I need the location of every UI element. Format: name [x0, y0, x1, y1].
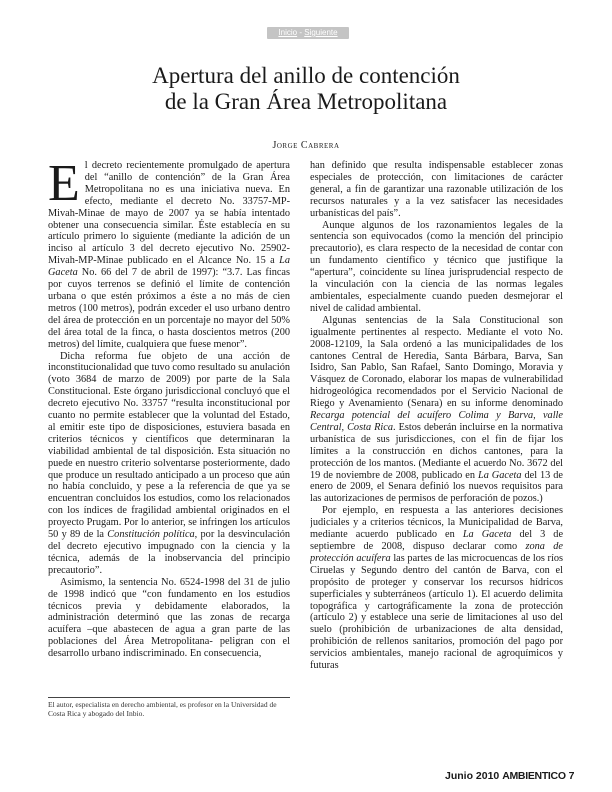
paragraph: [310, 505, 563, 672]
paragraph-continued: han definido que resulta indispensable establecer zonas especiales de protección, con limitaciones de carácter general, a fin de garantizar una razonable utilización de los recursos naturales y a la vez satisfacer las necesidades urbanísticas del país”.: [310, 160, 563, 219]
title-line-2: de la Gran Área Metropolitana: [164, 89, 448, 114]
italic-text: La Gaceta: [48, 255, 290, 279]
magazine-name: AMBIENTICO: [502, 770, 566, 782]
text-run: del 3 de septiembre de 2008, dispuso declarar como: [310, 529, 563, 552]
text-run: Algunas sentencias de la Sala Constitucional son igualmente pertinentes al respecto. Mediante el voto No. 2008-12109, la Sala ordenó a las municipalidades de los cantones Central de Heredia, Santa Bárbara, Barva, San Isidro, San Pablo, San Rafael, Santo Domingo, Moravia y Vásquez de Coronado, elaborar los mapas de vulnerabilidad hidrogeológica recomendados por el Servicio Nacional de Riego y Avenamiento (Senara) en su informe denominado: [310, 314, 563, 410]
italic-text: La Gaceta: [462, 529, 512, 541]
text-run: Por ejemplo, en respuesta a las anteriores decisiones judiciales y a criterios técnicos, la Municipalidad de Barva, mediante acuerdo publicado en: [310, 505, 563, 541]
title-line-1: Apertura del anillo de contención: [152, 63, 460, 88]
left-column: [48, 160, 290, 663]
article-title: [0, 63, 612, 115]
text-run: Dicha reforma fue objeto de una acción de inconstitucionalidad que tuvo como resultado su anulación (voto 3684 de marzo de 2009) por parte de la Sala Constitucional. Este órgano jurisdiccional concluyó que el decreto ejecutivo No. 33757 “resulta inconstitucional por cuanto no permite establecer que la voluntad del Estado, al emitir este tipo de disposiciones, estuviera basada en criterios técnicos y científicos que determinaran la viabilidad ambiental de tal disposición. Esta situación no puede en nuestro criterio solventarse posteriormente, dado que produce un resultado anticipado a un proceso que aún no había concluido, y pese a la referencia de que ya se encuentran concluidos los estudios, como los relacionados con los índices de fragilidad ambiental originados en el proyecto Prugam. Por lo anterior, se infringen los artículos 50 y 89 de la: [48, 350, 290, 541]
text-run: . Estos deberán incluirse en la normativa urbanística de sus jurisdicciones, con el fin de fijar los límites a la construcción en dichos cantones, para la protección de los mantos. (Mediante el acuerdo No. 3672 del 19 de noviembre de 2008, publicado en: [310, 421, 563, 481]
paragraph: Asimismo, la sentencia No. 6524-1998 del 31 de julio de 1998 indicó que “con fundamento en los estudios técnicos previa y debidamente elaborados, la administración determinó que las zonas de recarga acuífera –que abastecen de agua a gran parte de las poblaciones del Área Metropolitana- peligran con el desarrollo urbano indiscriminado. En consecuencia,: [48, 576, 290, 660]
text-run: , por la desvinculación del decreto ejecutivo impugnado con la ciencia y la técnica, además de la inobservancia del principio precautorio”.: [48, 529, 290, 576]
issue-date: Junio 2010: [445, 770, 500, 782]
page-number: 7: [568, 770, 575, 782]
text-run: las partes de las microcuencas de los ríos Ciruelas y Segundo dentro del cantón de Barva, con el propósito de proteger y conservar los recursos hídricos superficiales y subterráneos (artículo 1). El acuerdo delimita topográfica y cartográficamente la zona de protección (artículo 2) y establece una serie de limitaciones al uso del suelo (prohibición de urbanizaciones de alta densidad, prohibición de rellenos sanitarios, promoción del pago por servicios ambientales, manejo racional de agroquímicos y futuras: [310, 552, 563, 672]
italic-text: Recarga potencial del acuífero Colima y Barva, valle Central, Costa Rica: [310, 410, 563, 433]
italic-text: Constitución política: [107, 529, 195, 541]
paragraph: [310, 315, 563, 506]
italic-text: La Gaceta: [477, 469, 522, 481]
italic-text: zona de protección acuífera: [310, 541, 563, 564]
page-footer: [445, 770, 575, 782]
next-link[interactable]: Siguiente: [304, 28, 338, 37]
paragraph: Aunque algunos de los razonamientos legales de la sentencia son equivocados (como la mención del principio precautorio), es clara respecto de la necesidad de contar con un fundamento científico y técnico que justifique la “apertura”, coincidente su línea jurisprudencial respecto de la vinculación con la ciencia de las normas legales ambientales, especialmente cuando pueden desmejorar el nivel de calidad ambiental.: [310, 219, 563, 314]
footnote-divider: [48, 697, 290, 698]
author-footnote: El autor, especialista en derecho ambiental, es profesor en la Universidad de Costa Rica y abogado del Inbio.: [48, 700, 277, 718]
paragraph-intro: [48, 160, 290, 351]
author-name: Jorge Cabrera: [272, 140, 340, 151]
drop-cap: E: [48, 160, 80, 212]
text-run: No. 66 del 7 de abril de 1997): “3.7. Las fincas por cuyos terrenos se definió el límite de contención urbana o que estén próximos a éste a no más de cien metros (100 metros), podrán exceder el uso urbano dentro del área de protección en un porcentaje no mayor del 50% del área total de la finca, o hasta doscientos metros (200 metros) del límite, cualquiera que fuese menor”.: [48, 267, 290, 350]
nav-separator: -: [297, 28, 305, 37]
paragraph: [48, 351, 290, 577]
home-link[interactable]: Inicio: [278, 28, 298, 37]
top-navigation: [267, 27, 349, 39]
text-run: l decreto recientemente promulgado de apertura del “anillo de contención” de la Gran Área Metropolitana no es una iniciativa nueva. En efecto, mediante el decreto No. 33757-MP-Mivah-Minae de mayo de 2007 ya se había intentado obtener una consecuencia similar. Éste establecía en su artículo primero lo siguiente (mediante la adición de un inciso al artículo 3 del decreto ejecutivo No. 25902-Mivah-MP-Minae publicado en el Alcance No. 15 a: [48, 160, 290, 267]
right-column: [310, 160, 563, 758]
text-run: del 13 de enero de 2009, el Senara definió los nuevos requisitos para las autorizaciones de permisos de perforación de pozos.): [310, 469, 563, 505]
